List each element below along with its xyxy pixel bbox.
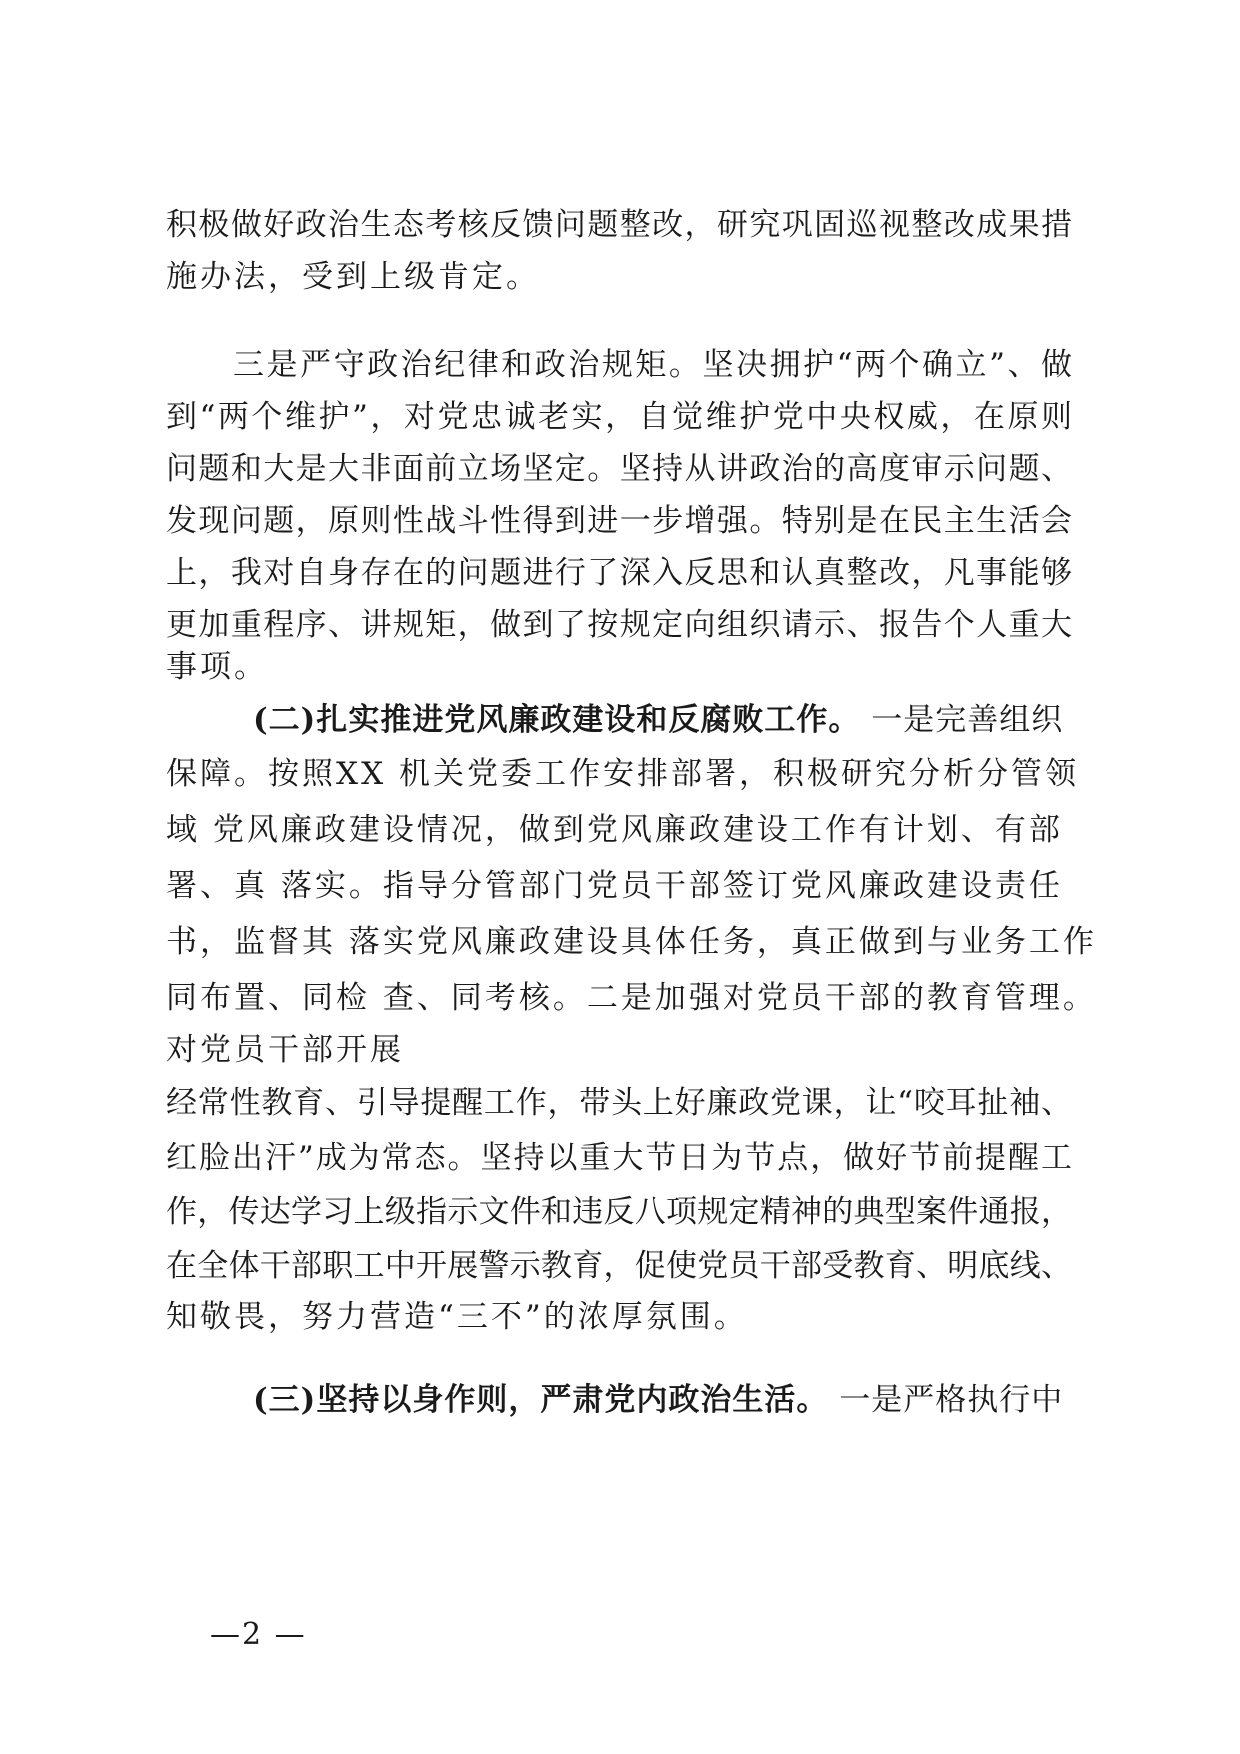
paragraph-line: 书，监督其 落实党风廉政建设具体任务，真正做到与业务工作 <box>166 924 1097 960</box>
paragraph-line: 问题和大是大非面前立场坚定。坚持从讲政治的高度审示问题、 <box>166 451 1072 487</box>
section-heading-3 <box>253 1380 1063 1420</box>
section-heading-2-text: 一是完善组织 <box>860 702 1064 738</box>
paragraph-line: 上，我对自身存在的问题进行了深入反思和认真整改，凡事能够 <box>166 555 1072 591</box>
section-heading-2 <box>253 700 1063 740</box>
section-heading-3-text: 一是严格执行中 <box>828 1382 1064 1418</box>
paragraph-line: 域 党风廉政建设情况，做到党风廉政建设工作有计划、有部 <box>166 812 1063 848</box>
section-heading-2-title: (二)扎实推进党风廉政建设和反腐败工作。 <box>253 702 861 738</box>
paragraph-line: 同布置、同检 查、同考核。二是加强对党员干部的教育管理。 <box>166 980 1097 1016</box>
paragraph-line: 署、真 落实。指导分管部门党员干部签订党风廉政建设责任 <box>166 868 1063 904</box>
paragraph-line: 事项。 <box>166 649 268 685</box>
paragraph-line: 发现问题，原则性战斗性得到进一步增强。特别是在民主生活会 <box>166 503 1072 539</box>
paragraph-line: 在全体干部职工中开展警示教育，促使党员干部受教育、明底线、 <box>166 1248 1072 1284</box>
paragraph-line: 积极做好政治生态考核反馈问题整改，研究巩固巡视整改成果措 <box>166 207 1072 243</box>
paragraph-line: 对党员干部开展 <box>166 1032 404 1068</box>
paragraph-line: 更加重程序、讲规矩，做到了按规定向组织请示、报告个人重大 <box>166 607 1072 643</box>
paragraph-line: 施办法，受到上级肯定。 <box>166 259 540 295</box>
paragraph-line: 保障。按照XX 机关党委工作安排部署，积极研究分析分管领 <box>166 756 1079 792</box>
paragraph-line: 经常性教育、引导提醒工作，带头上好廉政党课，让“咬耳扯袖、 <box>166 1085 1072 1121</box>
section-heading-3-title: (三)坚持以身作则，严肃党内政治生活。 <box>253 1382 829 1418</box>
paragraph-line: 三是严守政治纪律和政治规矩。坚决拥护“两个确立”、做 <box>233 347 1072 383</box>
paragraph-line: 知敬畏，努力营造“三不”的浓厚氛围。 <box>166 1299 748 1335</box>
paragraph-line: 红脸出汗”成为常态。坚持以重大节日为节点，做好节前提醒工 <box>166 1140 1072 1176</box>
page-number: —2 — <box>210 1617 307 1652</box>
paragraph-line: 作，传达学习上级指示文件和违反八项规定精神的典型案件通报， <box>166 1194 1072 1230</box>
paragraph-line: 到“两个维护”，对党忠诚老实，自觉维护党中央权威，在原则 <box>166 399 1072 435</box>
